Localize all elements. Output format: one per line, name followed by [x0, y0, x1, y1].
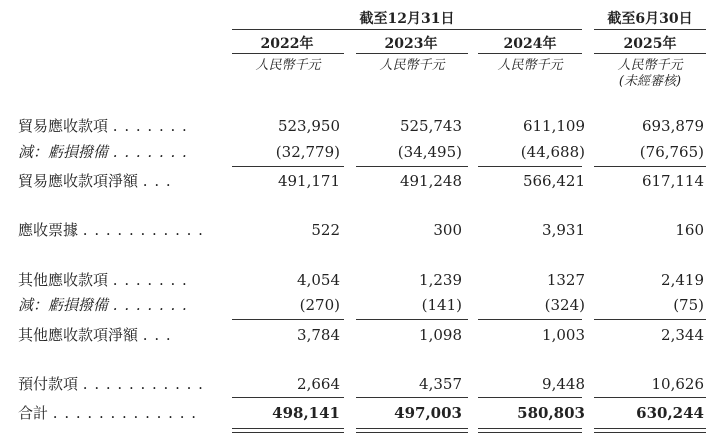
year-rule-2024	[478, 53, 582, 54]
value-cell: (324)	[544, 296, 585, 314]
table-row	[0, 114, 720, 138]
table-row	[0, 218, 720, 242]
table-row	[0, 140, 720, 164]
row-label: 減：虧損撥備 . . . . . . .	[18, 143, 188, 161]
value-cell: 2,419	[661, 271, 704, 289]
subtotal-rule	[594, 319, 706, 320]
row-label: 合計 . . . . . . . . . . . . .	[18, 404, 197, 422]
table-row	[0, 372, 720, 396]
value-cell: (34,495)	[397, 143, 462, 161]
double-rule	[594, 432, 706, 433]
year-rule-2023	[356, 53, 468, 54]
row-label: 其他應收款項淨額 . . .	[18, 326, 172, 344]
year-rule-2022	[232, 53, 344, 54]
value-cell: 3,784	[297, 326, 340, 344]
total-rule	[594, 397, 706, 398]
value-cell: 617,114	[641, 172, 704, 190]
subtotal-rule	[232, 319, 344, 320]
total-value-cell: 580,803	[517, 404, 585, 422]
subtotal-rule	[232, 166, 344, 167]
unit-label-2023: 人民幣千元	[379, 58, 445, 73]
unit-label-2024: 人民幣千元	[497, 58, 563, 73]
value-cell: (141)	[421, 296, 462, 314]
table-row	[0, 293, 720, 317]
unit-label-2025: 人民幣千元	[617, 58, 683, 73]
double-rule	[232, 432, 344, 433]
value-cell: 693,879	[641, 117, 704, 135]
subtotal-rule	[478, 319, 582, 320]
total-rule	[478, 397, 582, 398]
year-header-2024: 2024年	[503, 36, 557, 52]
total-rule	[356, 397, 468, 398]
year-header-2025: 2025年	[623, 36, 677, 52]
value-cell: (32,779)	[275, 143, 340, 161]
double-rule	[356, 428, 468, 429]
value-cell: 1,239	[419, 271, 462, 289]
value-cell: (44,688)	[520, 143, 585, 161]
table-row	[0, 169, 720, 193]
subtotal-rule	[594, 166, 706, 167]
header-rule-last	[594, 29, 706, 30]
double-rule	[478, 432, 582, 433]
value-cell: 300	[433, 221, 462, 239]
double-rule	[356, 432, 468, 433]
total-value-cell: 497,003	[394, 404, 462, 422]
subtotal-rule	[356, 166, 468, 167]
row-label: 預付款項 . . . . . . . . . . .	[18, 375, 204, 393]
value-cell: 160	[675, 221, 704, 239]
year-rule-2025	[594, 53, 706, 54]
value-cell: 4,054	[297, 271, 340, 289]
table-row	[0, 268, 720, 292]
value-cell: 1,003	[542, 326, 585, 344]
unaudited-label: (未經審核)	[618, 74, 682, 89]
value-cell: (270)	[299, 296, 340, 314]
value-cell: 491,171	[277, 172, 340, 190]
year-header-2023: 2023年	[384, 36, 438, 52]
value-cell: 2,344	[661, 326, 704, 344]
value-cell: 9,448	[542, 375, 585, 393]
table-row	[0, 323, 720, 347]
value-cell: 523,950	[277, 117, 340, 135]
row-label: 貿易應收款項 . . . . . . .	[18, 117, 188, 135]
total-value-cell: 630,244	[636, 404, 704, 422]
value-cell: 4,357	[419, 375, 462, 393]
value-cell: 525,743	[399, 117, 462, 135]
value-cell: 491,248	[399, 172, 462, 190]
subtotal-rule	[478, 166, 582, 167]
row-label: 其他應收款項 . . . . . . .	[18, 271, 188, 289]
unit-label-2022: 人民幣千元	[255, 58, 321, 73]
value-cell: 2,664	[297, 375, 340, 393]
value-cell: 3,931	[542, 221, 585, 239]
value-cell: 1327	[546, 271, 585, 289]
value-cell: 522	[311, 221, 340, 239]
total-value-cell: 498,141	[272, 404, 340, 422]
row-label: 減：虧損撥備 . . . . . . .	[18, 296, 188, 314]
total-row	[0, 401, 720, 425]
value-cell: 10,626	[651, 375, 704, 393]
double-rule	[232, 428, 344, 429]
value-cell: 1,098	[419, 326, 462, 344]
header-rule-group	[232, 29, 582, 30]
period-last-header: 截至6月30日	[607, 11, 693, 27]
year-header-2022: 2022年	[260, 36, 314, 52]
period-group-header: 截至12月31日	[359, 11, 455, 27]
value-cell: (75)	[673, 296, 704, 314]
value-cell: (76,765)	[639, 143, 704, 161]
double-rule	[478, 428, 582, 429]
row-label: 貿易應收款項淨額 . . .	[18, 172, 172, 190]
row-label: 應收票據 . . . . . . . . . . .	[18, 221, 204, 239]
total-rule	[232, 397, 344, 398]
subtotal-rule	[356, 319, 468, 320]
double-rule	[594, 428, 706, 429]
value-cell: 611,109	[522, 117, 585, 135]
value-cell: 566,421	[522, 172, 585, 190]
